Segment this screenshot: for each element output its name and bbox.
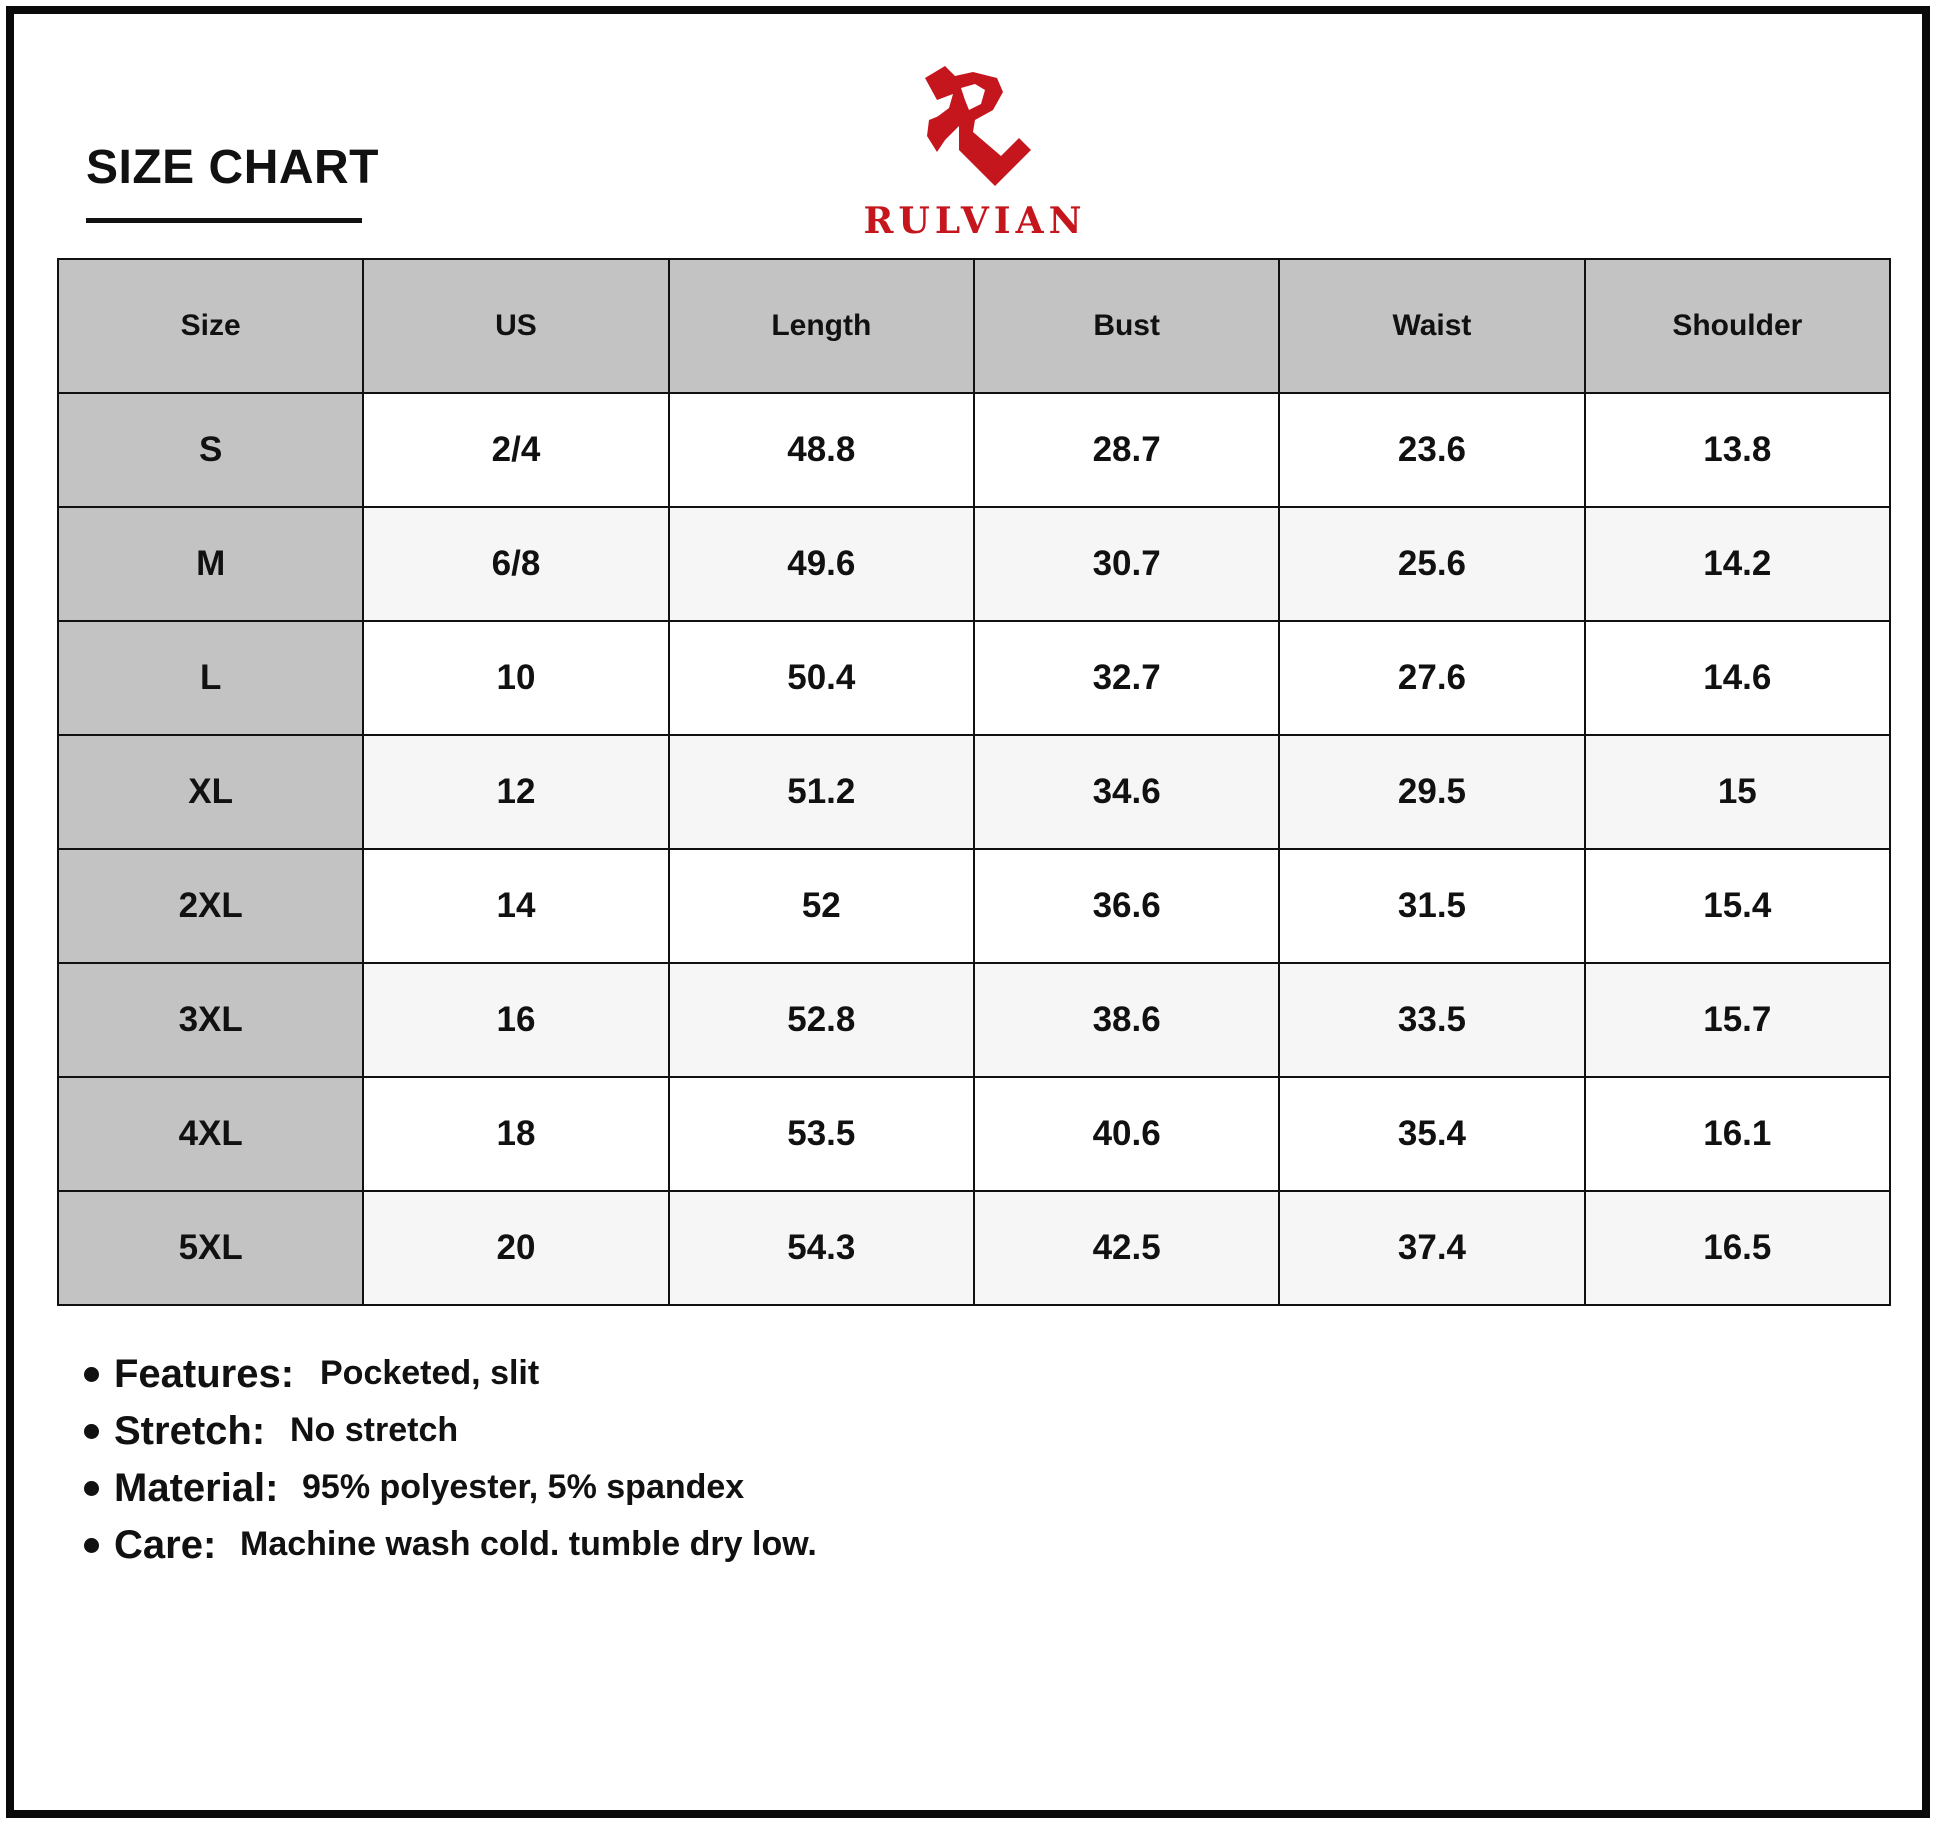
brand-logo (860, 60, 1090, 242)
table-header-row (58, 259, 1890, 393)
note-value: 95% polyester, 5% spandex (302, 1468, 745, 1506)
size-cell: S (58, 393, 363, 507)
bullet-icon (84, 1367, 99, 1382)
us-cell: 12 (363, 735, 668, 849)
size-cell: XL (58, 735, 363, 849)
waist-cell: 25.6 (1279, 507, 1584, 621)
stylized-r-logo-icon (915, 60, 1040, 195)
length-cell: 51.2 (669, 735, 974, 849)
us-cell: 14 (363, 849, 668, 963)
header-length: Length (669, 259, 974, 393)
waist-cell: 31.5 (1279, 849, 1584, 963)
waist-cell: 27.6 (1279, 621, 1584, 735)
note-label: Stretch: (114, 1409, 266, 1453)
bullet-icon (84, 1481, 99, 1496)
header-size: Size (58, 259, 363, 393)
note-label: Features: (114, 1352, 295, 1396)
note-label: Material: (114, 1466, 279, 1510)
table-row (58, 1077, 1890, 1191)
length-cell: 50.4 (669, 621, 974, 735)
table-row (58, 393, 1890, 507)
waist-cell: 23.6 (1279, 393, 1584, 507)
bust-cell: 28.7 (974, 393, 1279, 507)
bust-cell: 42.5 (974, 1191, 1279, 1305)
table-row (58, 735, 1890, 849)
note-value: Pocketed, slit (320, 1354, 540, 1392)
shoulder-cell: 14.6 (1585, 621, 1890, 735)
bust-cell: 38.6 (974, 963, 1279, 1077)
length-cell: 52 (669, 849, 974, 963)
shoulder-cell: 15.4 (1585, 849, 1890, 963)
page-title: SIZE CHART (86, 141, 379, 194)
waist-cell: 29.5 (1279, 735, 1584, 849)
us-cell: 10 (363, 621, 668, 735)
length-cell: 53.5 (669, 1077, 974, 1191)
table-row (58, 963, 1890, 1077)
title-underline (86, 218, 362, 223)
note-value: No stretch (290, 1411, 459, 1449)
table-row (58, 621, 1890, 735)
shoulder-cell: 15.7 (1585, 963, 1890, 1077)
header-waist: Waist (1279, 259, 1584, 393)
length-cell: 52.8 (669, 963, 974, 1077)
us-cell: 2/4 (363, 393, 668, 507)
table-row (58, 1191, 1890, 1305)
note-label: Care: (114, 1523, 217, 1567)
shoulder-cell: 14.2 (1585, 507, 1890, 621)
bust-cell: 30.7 (974, 507, 1279, 621)
header-us: US (363, 259, 668, 393)
size-table (57, 258, 1891, 1306)
bust-cell: 32.7 (974, 621, 1279, 735)
waist-cell: 33.5 (1279, 963, 1584, 1077)
header-shoulder: Shoulder (1585, 259, 1890, 393)
size-cell: 5XL (58, 1191, 363, 1305)
table-row (58, 507, 1890, 621)
us-cell: 16 (363, 963, 668, 1077)
brand-wordmark: RULVIAN (863, 200, 1087, 242)
size-cell: L (58, 621, 363, 735)
size-cell: 3XL (58, 963, 363, 1077)
note-value: Machine wash cold. tumble dry low. (240, 1525, 817, 1563)
size-cell: 2XL (58, 849, 363, 963)
size-cell: M (58, 507, 363, 621)
shoulder-cell: 16.1 (1585, 1077, 1890, 1191)
bust-cell: 36.6 (974, 849, 1279, 963)
us-cell: 6/8 (363, 507, 668, 621)
header-bust: Bust (974, 259, 1279, 393)
shoulder-cell: 13.8 (1585, 393, 1890, 507)
shoulder-cell: 15 (1585, 735, 1890, 849)
bullet-icon (84, 1538, 99, 1553)
shoulder-cell: 16.5 (1585, 1191, 1890, 1305)
size-cell: 4XL (58, 1077, 363, 1191)
us-cell: 20 (363, 1191, 668, 1305)
waist-cell: 37.4 (1279, 1191, 1584, 1305)
bust-cell: 40.6 (974, 1077, 1279, 1191)
length-cell: 49.6 (669, 507, 974, 621)
waist-cell: 35.4 (1279, 1077, 1584, 1191)
bullet-icon (84, 1424, 99, 1439)
length-cell: 54.3 (669, 1191, 974, 1305)
length-cell: 48.8 (669, 393, 974, 507)
us-cell: 18 (363, 1077, 668, 1191)
bust-cell: 34.6 (974, 735, 1279, 849)
table-row (58, 849, 1890, 963)
